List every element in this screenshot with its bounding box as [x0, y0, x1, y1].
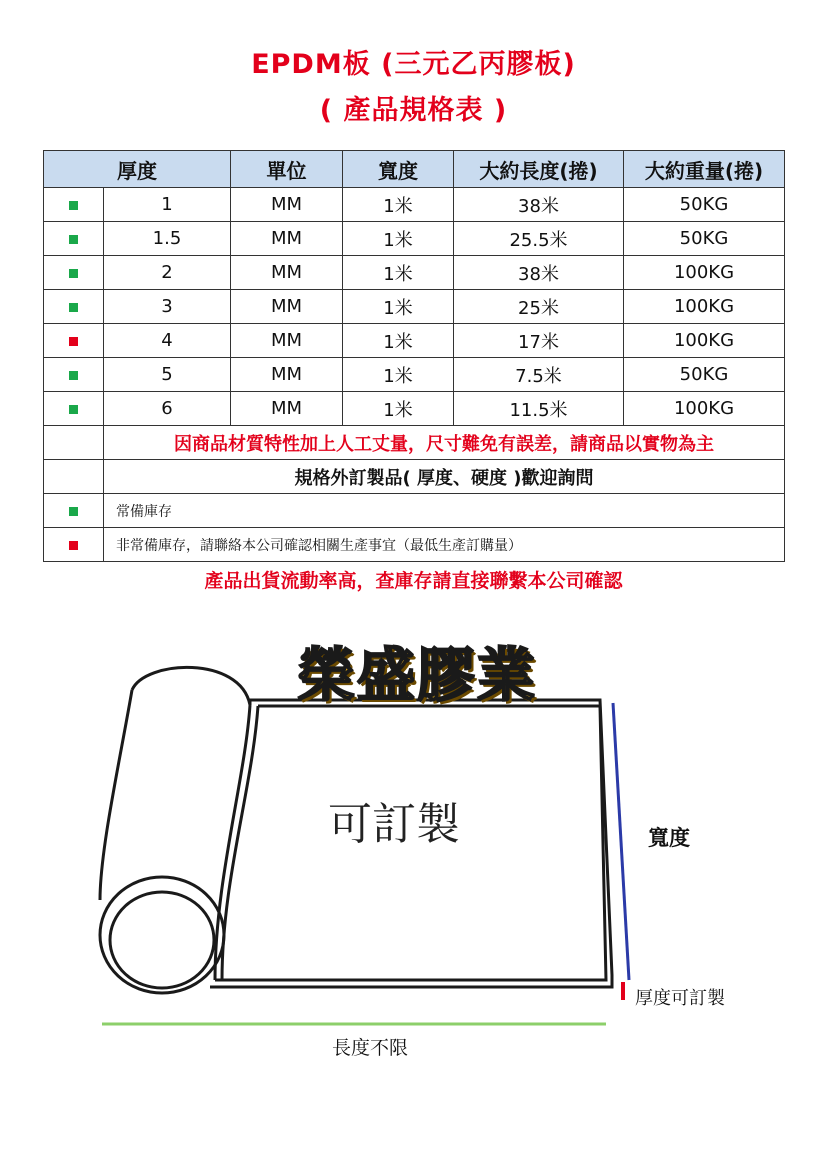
note-red-text: 因商品材質特性加上人工丈量，尺寸難免有誤差，請商品以實物為主 — [104, 426, 785, 460]
brand-logo: 榮盛膠業 — [296, 641, 537, 709]
page-subtitle: ( 產品規格表 ) — [319, 95, 508, 126]
cell-length: 17米 — [454, 324, 624, 358]
cell-unit: MM — [231, 222, 343, 256]
cell-weight: 100KG — [624, 290, 785, 324]
cell-width: 1米 — [343, 324, 454, 358]
header-length: 大約長度(捲) — [454, 151, 624, 188]
cell-unit: MM — [231, 256, 343, 290]
cell-unit: MM — [231, 188, 343, 222]
header-width: 寬度 — [343, 151, 454, 188]
page-title: EPDM板 (三元乙丙膠板) — [251, 49, 576, 80]
cell-width: 1米 — [343, 222, 454, 256]
cell-width: 1米 — [343, 392, 454, 426]
cell-weight: 100KG — [624, 256, 785, 290]
cell-thickness: 1 — [104, 188, 231, 222]
cell-thickness: 1.5 — [104, 222, 231, 256]
cell-thickness: 4 — [104, 324, 231, 358]
cell-width: 1米 — [343, 358, 454, 392]
cell-unit: MM — [231, 358, 343, 392]
cell-thickness: 3 — [104, 290, 231, 324]
cell-thickness: 2 — [104, 256, 231, 290]
cell-unit: MM — [231, 290, 343, 324]
cell-length: 38米 — [454, 188, 624, 222]
legend-green-text: 常備庫存 — [104, 494, 785, 528]
cell-unit: MM — [231, 392, 343, 426]
length-label: 長度不限 — [332, 1037, 409, 1059]
cell-thickness: 6 — [104, 392, 231, 426]
width-label: 寬度 — [648, 826, 690, 850]
cell-length: 25米 — [454, 290, 624, 324]
cell-weight: 50KG — [624, 222, 785, 256]
stock-notice: 產品出貨流動率高，查庫存請直接聯繫本公司確認 — [204, 570, 623, 592]
header-weight: 大約重量(捲) — [624, 151, 785, 188]
header-unit: 單位 — [231, 151, 343, 188]
legend-red-text: 非常備庫存，請聯絡本公司確認相關生產事宜（最低生產訂購量） — [104, 528, 785, 562]
customizable-label: 可訂製 — [328, 799, 460, 850]
cell-weight: 100KG — [624, 392, 785, 426]
cell-width: 1米 — [343, 256, 454, 290]
cell-length: 25.5米 — [454, 222, 624, 256]
cell-thickness: 5 — [104, 358, 231, 392]
cell-weight: 100KG — [624, 324, 785, 358]
cell-width: 1米 — [343, 188, 454, 222]
cell-length: 11.5米 — [454, 392, 624, 426]
cell-length: 7.5米 — [454, 358, 624, 392]
note-black-text: 規格外訂製品( 厚度、硬度 )歡迎詢問 — [104, 460, 785, 494]
cell-weight: 50KG — [624, 188, 785, 222]
width-line — [613, 703, 629, 980]
header-thickness: 厚度 — [44, 151, 231, 188]
thickness-label: 厚度可訂製 — [635, 988, 725, 1009]
cell-weight: 50KG — [624, 358, 785, 392]
cell-width: 1米 — [343, 290, 454, 324]
cell-unit: MM — [231, 324, 343, 358]
cell-length: 38米 — [454, 256, 624, 290]
